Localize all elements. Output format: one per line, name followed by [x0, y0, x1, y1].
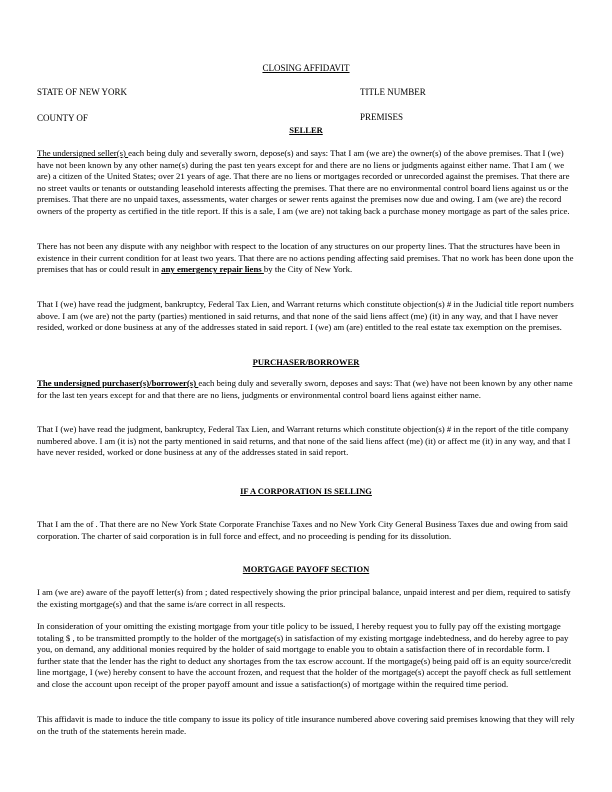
seller-paragraph-3: That I (we) have read the judgment, bankruptcy, Federal Tax Lien, and Warrant returns which constitute objection(s) # in the Judicial title report numbers above. I am (we are) not the party (parties) mentioned in said returns, and that none of the said liens affect (me) (it) in any way, and that I have never resided, worked or done business at any of the addresses stated in said report. I (we) am (are) entitled to the real estate tax exemption on the premises.	[37, 299, 574, 333]
seller-paragraph-2	[37, 241, 575, 276]
mortgage-paragraph-2: In consideration of your omitting the existing mortgage from your title policy to be issued, I hereby request you to fully pay off the existing mortgage totaling $ , to be transmitted promptly to the holder of the mortgage(s) in satisfaction of my existing mortgage indebtedness, and do hereby agree to pay you, on demand, any additional monies required by the holder of said mortgage to enable you to obtain a satisfaction there of in recordable form. I further state that the lender has the right to deduct any shortages from the tax escrow account. If the mortgage(s) being paid off is an equity source/credit line mortgage, I (we) hereby consent to have the account frozen, and request that the holder of the mortgage(s) accept the payoff check as full settlement and close the account upon receipt of the proper payoff amount and issue a satisfaction(s) of mortgage within the required time period.	[37, 621, 572, 689]
purchaser-paragraph-1	[37, 378, 575, 401]
corporation-heading: IF A CORPORATION IS SELLING	[240, 486, 372, 496]
purchaser-heading: PURCHASER/BORROWER	[252, 357, 360, 367]
purchaser-paragraph-2: That I (we) have read the judgment, bankruptcy, Federal Tax Lien, and Warrant returns which constitute objection(s) # in the report of the title company numbered above. I am (it is) not the party mentioned in said returns, and that none of the said liens affect (me) (it) or affect me (it) in any way, and that I have never resided, worked or done business at any of the addresses stated in said report.	[37, 424, 571, 458]
seller-body-text: each being duly and severally sworn, depose(s) and says: That I am (we are) the owner(s) of the above premises. That I (we) have not been known by any other name(s) during the past ten years except for and there are no liens or judgments against either name. That I am ( we are) a citizen of the United States; over 21 years of age. That there are no liens or mortgages recorded or unrecorded against the premises. That there are no street vaults or tenants or outstanding leasehold interests affecting the premises. That there are no environmental control board liens against us or the premises. That there are no unpaid taxes, assessments, water charges or sewer rents against the premises now due and owing. I am (we are) the record owners of the property as certified in the title report. If this is a sale, I am (we are) not taking back a purchase money mortgage as part of the sales price.	[37, 148, 570, 216]
title-number-label: TITLE NUMBER	[360, 87, 426, 97]
state-label: STATE OF NEW YORK	[37, 87, 128, 97]
mortgage-paragraph-1: I am (we are) aware of the payoff letter(s) from ; dated respectively showing the prior principal balance, unpaid interest and per diem, required to satisfy the existing mortgage(s) and that the same is/are correct in all respects.	[37, 587, 571, 609]
county-label: COUNTY OF	[37, 113, 88, 123]
seller-paragraph-1	[37, 148, 575, 218]
mortgage-heading: MORTGAGE PAYOFF SECTION	[242, 564, 370, 574]
seller-lead-text: The undersigned seller(s)	[37, 148, 129, 158]
mortgage-paragraph-3: This affidavit is made to induce the title company to issue its policy of title insurance numbered above covering said premises knowing that they will rely on the truth of the statements herein made.	[37, 714, 575, 736]
seller-p2-text-a: There has not been any dispute with any neighbor with respect to the location of any structures on our property lines. That the structures have been in existence in their current condition for at least two years. That there are no actions pending affecting said premises. That no work has been done upon the premises that has or could result in	[37, 241, 574, 275]
purchaser-body-text: each being duly and severally sworn, deposes and says: That (we) have not been known by any other name for the last ten years except for and that there are no liens, judgments or environmental control board liens against either name.	[37, 378, 573, 400]
document-title: CLOSING AFFIDAVIT	[262, 63, 350, 73]
seller-heading: SELLER	[289, 125, 323, 135]
purchaser-lead-text: The undersigned purchaser(s)/borrower(s)	[37, 378, 199, 388]
emergency-repair-liens-text: any emergency repair liens	[161, 264, 264, 275]
corporation-paragraph: That I am the of . That there are no New York State Corporate Franchise Taxes and no New York City General Business Taxes due and owing from said corporation. The charter of said corporation is in full force and effect, and no proceeding is pending for its dissolution.	[37, 519, 568, 541]
seller-p2-text-b: by the City of New York.	[263, 264, 353, 275]
premises-label: PREMISES	[360, 112, 404, 122]
